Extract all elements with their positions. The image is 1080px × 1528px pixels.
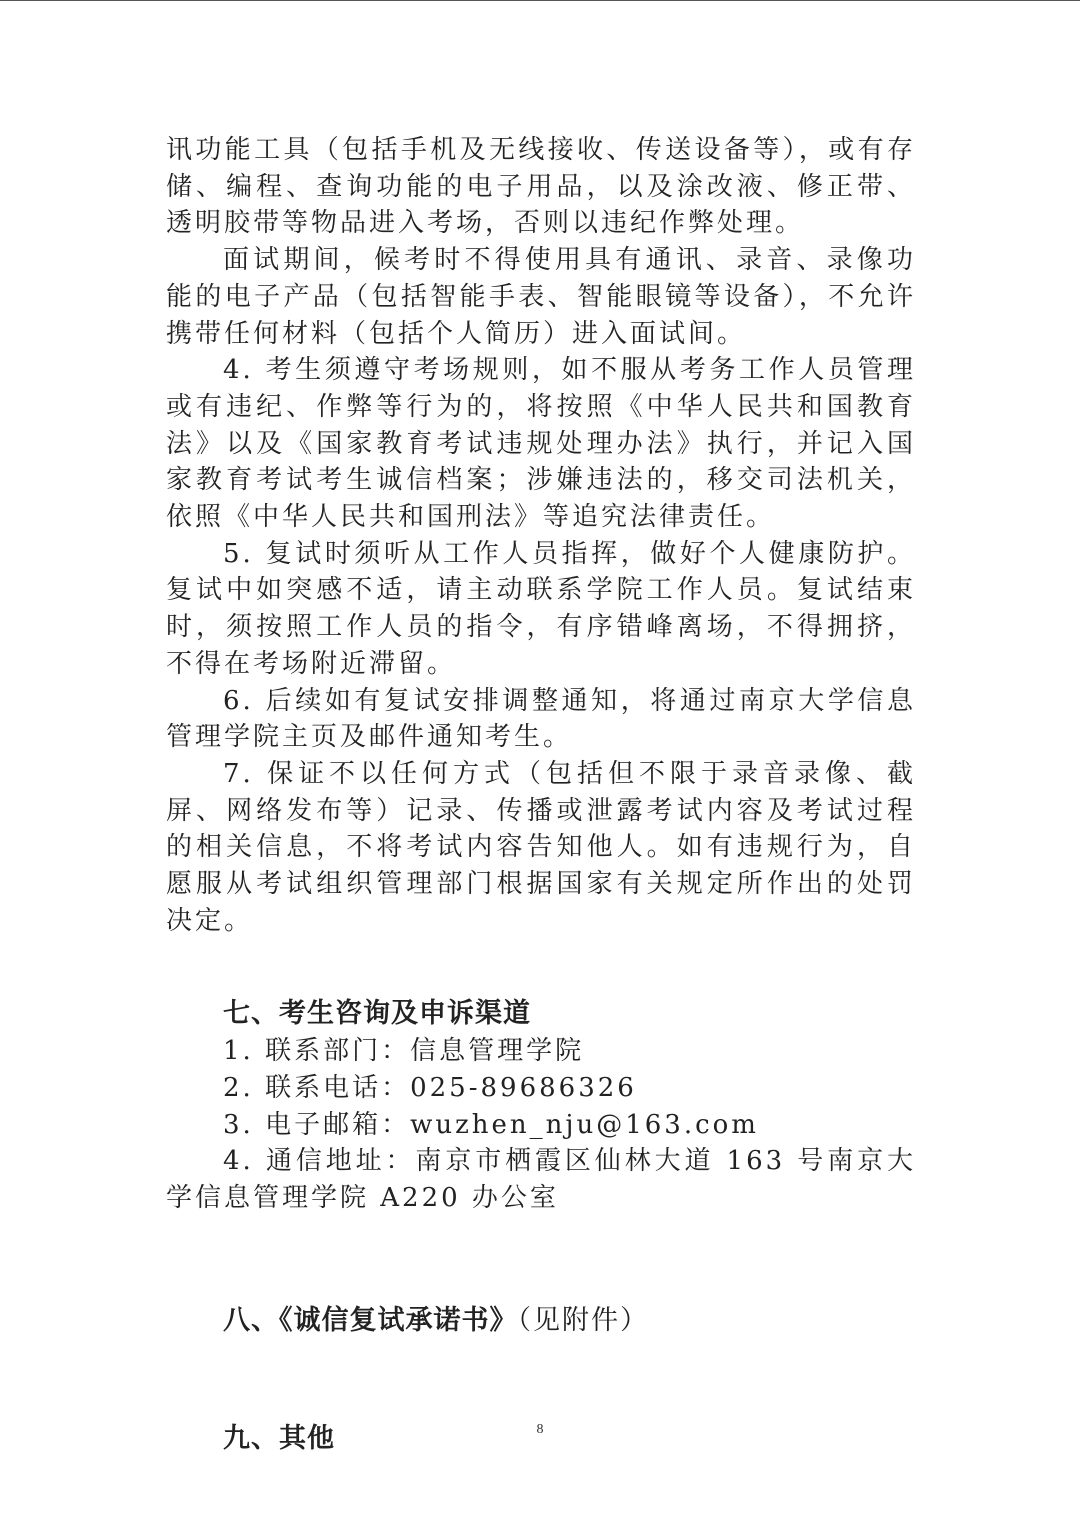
paragraph-rule-6: 6. 后续如有复试安排调整通知，将通过南京大学信息管理学院主页及邮件通知考生。 xyxy=(166,685,916,753)
section-9-heading: 九、其他 xyxy=(223,1423,335,1455)
contact-email: 3. 电子邮箱：wuzhen_nju@163.com xyxy=(223,1109,759,1140)
paragraph-rule-4: 4. 考生须遵守考场规则，如不服从考务工作人员管理或有违纪、作弊等行为的，将按照《中华人民共和国教育法》以及《国家教育考试违规处理办法》执行，并记入国家教育考试考生诚信档案；涉嫌违法的，移交司法机关，依照《中华人民共和国刑法》等追究法律责任。 xyxy=(166,355,916,533)
contact-address: 4. 通信地址：南京市栖霞区仙林大道 163 号南京大学信息管理学院 A220 办公室 xyxy=(166,1146,916,1213)
paragraph-rule-5: 5. 复试时须听从工作人员指挥，做好个人健康防护。复试中如突感不适，请主动联系学院工作人员。复试结束时，须按照工作人员的指令，有序错峰离场，不得拥挤，不得在考场附近滞留。 xyxy=(166,538,916,679)
contact-phone: 2. 联系电话：025-89686326 xyxy=(223,1072,637,1103)
page-number: 8 xyxy=(536,1422,544,1437)
section-8-heading xyxy=(166,1303,916,1340)
paragraph-rule-7: 7. 保证不以任何方式（包括但不限于录音录像、截屏、网络发布等）记录、传播或泄露考试内容及考试过程的相关信息，不将考试内容告知他人。如有违规行为，自愿服从考试组织管理部门根据国家有关规定所作出的处罚决定。 xyxy=(166,758,916,936)
paragraph-prohibited-items: 讯功能工具（包括手机及无线接收、传送设备等），或有存储、编程、查询功能的电子用品，以及涂改液、修正带、透明胶带等物品进入考场，否则以违纪作弊处理。 xyxy=(166,135,916,239)
page-top-border xyxy=(0,0,1080,1)
paragraph-interview-rules: 面试期间，候考时不得使用具有通讯、录音、录像功能的电子产品（包括智能手表、智能眼镜等设备），不允许携带任何材料（包括个人简历）进入面试间。 xyxy=(166,245,916,349)
section-8-title: 八、《诚信复试承诺书》 xyxy=(223,1304,518,1336)
document-body xyxy=(166,132,916,1458)
section-7-heading: 七、考生咨询及申诉渠道 xyxy=(223,998,531,1030)
section-8-attachment-note: （见附件） xyxy=(517,1304,649,1336)
contact-department: 1. 联系部门：信息管理学院 xyxy=(223,1036,585,1067)
